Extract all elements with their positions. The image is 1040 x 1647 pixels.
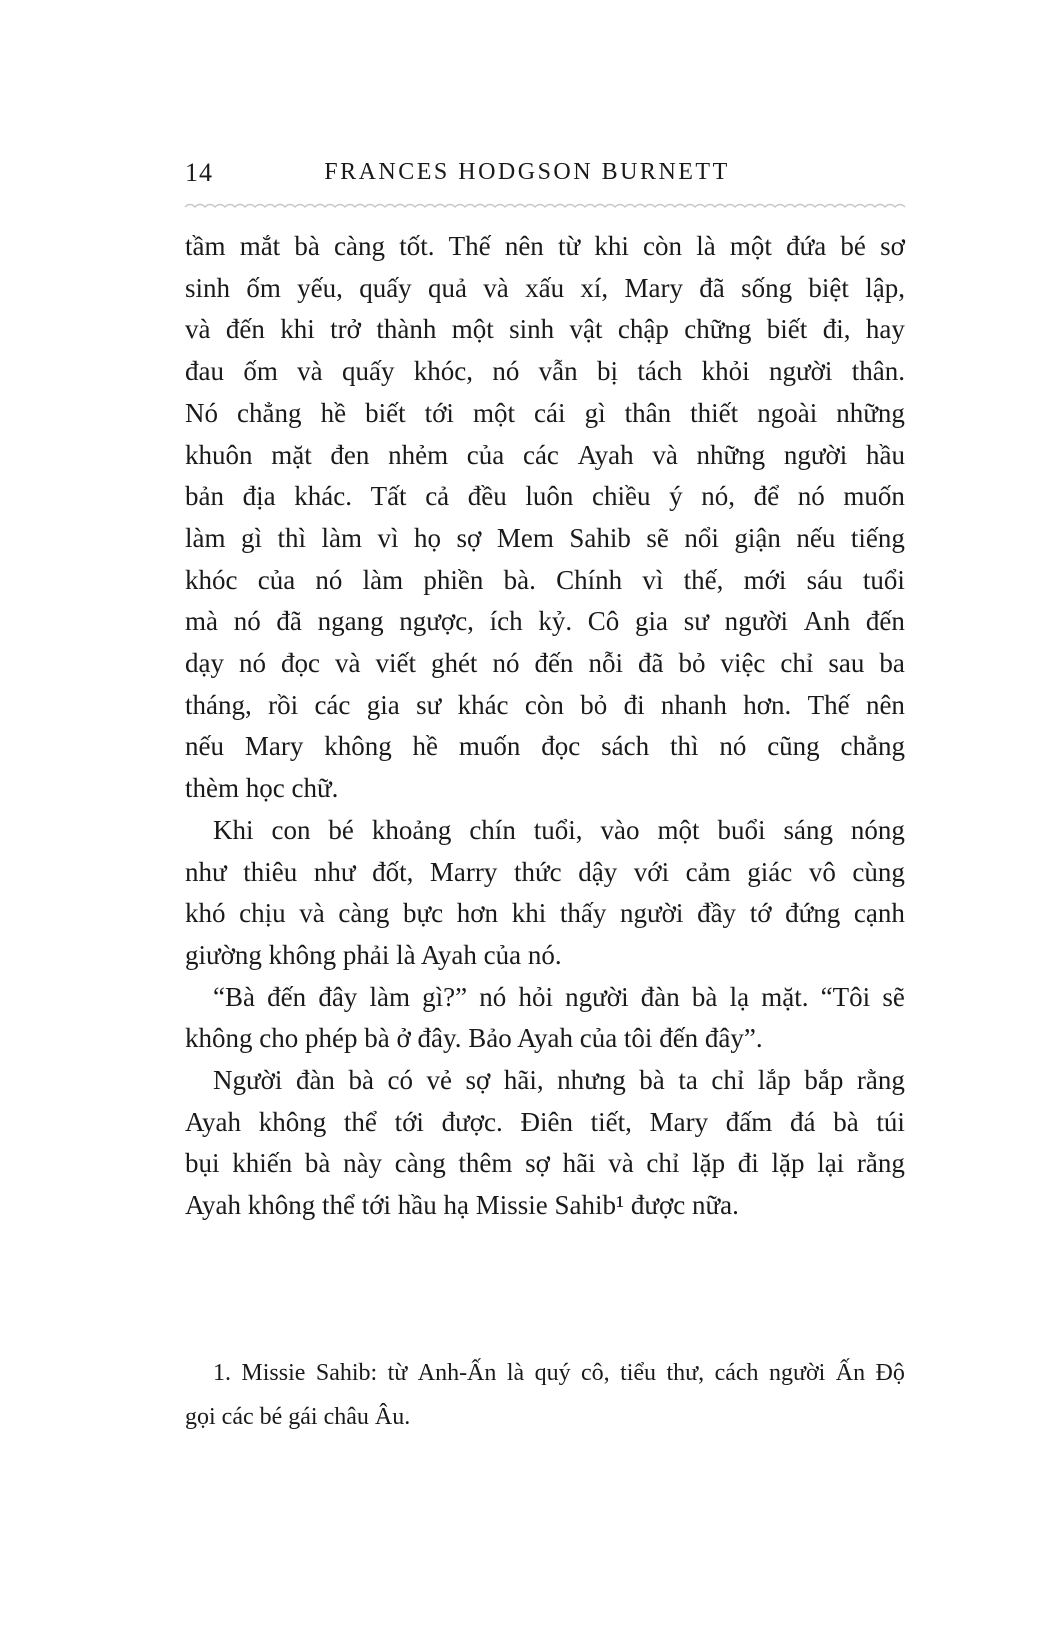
footnote: [185, 1351, 905, 1439]
paragraph: [185, 977, 905, 1060]
text-line: sinh ốm yếu, quấy quả và xấu xí, Mary đã sống biệt lập,: [185, 272, 905, 303]
text-line: tháng, rồi các gia sư khác còn bỏ đi nhanh hơn. Thế nên: [185, 689, 905, 720]
text-line: mà nó đã ngang ngược, ích kỷ. Cô gia sư người Anh đến: [185, 606, 905, 637]
text-line: thèm học chữ.: [185, 773, 339, 804]
paragraph: [185, 1060, 905, 1227]
body-text: [185, 226, 905, 1227]
text-line: khó chịu và càng bực hơn khi thấy người đầy tớ đứng cạnh: [185, 898, 905, 929]
text-line: như thiêu như đốt, Marry thức dậy với cảm giác vô cùng: [185, 856, 905, 887]
text-line: nếu Mary không hề muốn đọc sách thì nó cũng chẳng: [185, 731, 905, 762]
text-line: Khi con bé khoảng chín tuổi, vào một buổi sáng nóng: [213, 814, 905, 845]
text-line: Ayah không thể tới hầu hạ Missie Sahib¹ được nữa.: [185, 1190, 739, 1221]
text-line: và đến khi trở thành một sinh vật chập chững biết đi, hay: [185, 314, 905, 345]
text-line: dạy nó đọc và viết ghét nó đến nỗi đã bỏ việc chỉ sau ba: [185, 648, 905, 679]
text-line: làm gì thì làm vì họ sợ Mem Sahib sẽ nổi giận nếu tiếng: [185, 522, 905, 553]
text-line: bản địa khác. Tất cả đều luôn chiều ý nó, để nó muốn: [185, 481, 905, 512]
paragraph: [185, 226, 905, 810]
page-header: [185, 156, 905, 190]
wavy-divider-path: [185, 205, 905, 208]
text-line: đau ốm và quấy khóc, nó vẫn bị tách khỏi người thân.: [185, 356, 905, 387]
text-line: “Bà đến đây làm gì?” nó hỏi người đàn bà lạ mặt. “Tôi sẽ: [213, 981, 905, 1012]
text-line: Ayah không thể tới được. Điên tiết, Mary đấm đá bà túi: [185, 1106, 905, 1137]
text-line: khóc của nó làm phiền bà. Chính vì thế, mới sáu tuổi: [185, 564, 905, 595]
wavy-divider: [184, 199, 906, 211]
page-number: 14: [185, 158, 213, 187]
text-line: khuôn mặt đen nhẻm của các Ayah và những người hầu: [185, 439, 905, 470]
text-line: giường không phải là Ayah của nó.: [185, 939, 562, 970]
running-title: FRANCES HODGSON BURNETT: [324, 159, 730, 185]
text-line: Nó chẳng hề biết tới một cái gì thân thiết ngoài những: [185, 397, 905, 428]
text-line: gọi các bé gái châu Âu.: [185, 1404, 411, 1430]
paragraph: [185, 810, 905, 977]
paragraph: [185, 1351, 905, 1439]
text-line: bụi khiến bà này càng thêm sợ hãi và chỉ lặp đi lặp lại rằng: [185, 1148, 905, 1179]
text-line: 1. Missie Sahib: từ Anh-Ấn là quý cô, tiểu thư, cách người Ấn Độ: [213, 1360, 905, 1386]
text-line: tầm mắt bà càng tốt. Thế nên từ khi còn là một đứa bé sơ: [185, 231, 905, 261]
text-line: Người đàn bà có vẻ sợ hãi, nhưng bà ta chỉ lắp bắp rằng: [213, 1065, 905, 1096]
text-line: không cho phép bà ở đây. Bảo Ayah của tôi đến đây”.: [185, 1023, 763, 1054]
